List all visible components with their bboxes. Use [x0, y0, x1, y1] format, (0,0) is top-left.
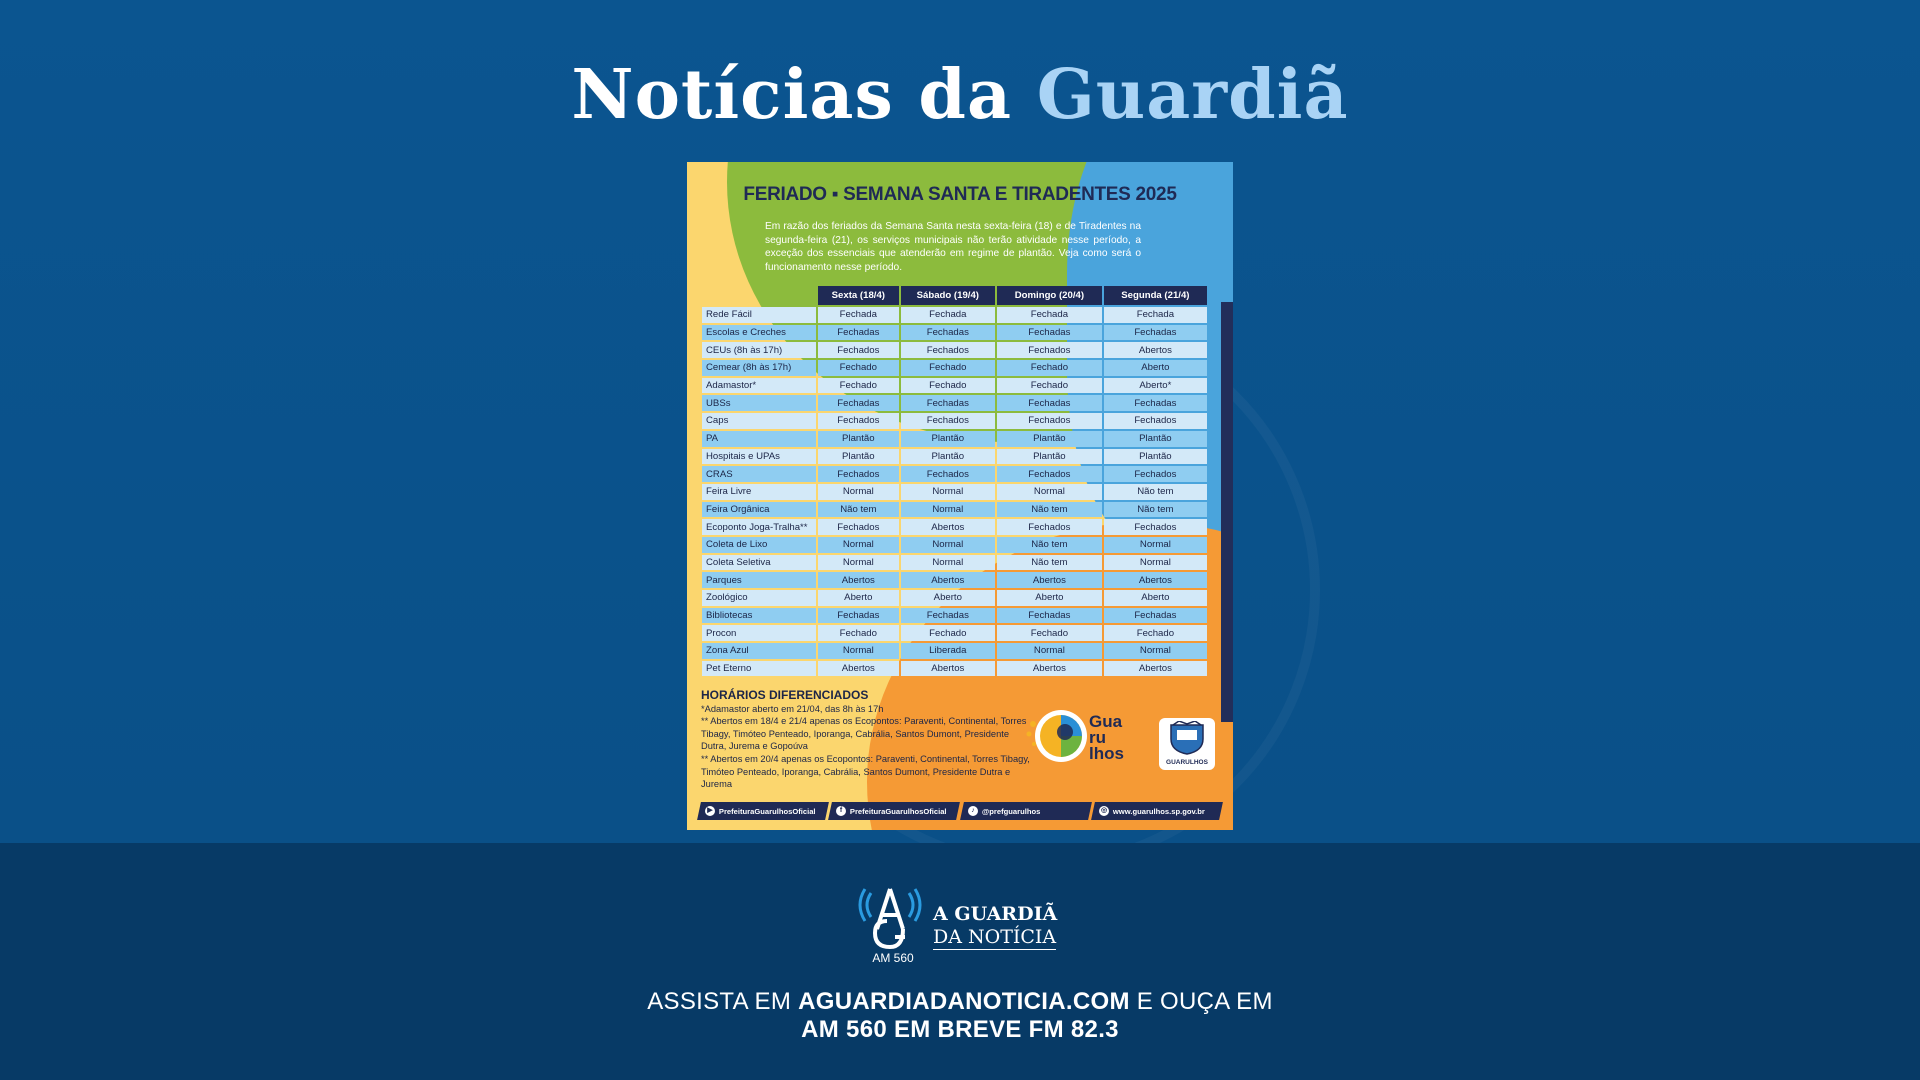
status-cell: Fechados: [1104, 519, 1207, 535]
status-cell: Aberto: [1104, 590, 1207, 606]
radio-antenna-icon: [857, 883, 923, 955]
service-name-cell: Coleta Seletiva: [702, 555, 816, 571]
column-header: Segunda (21/4): [1104, 286, 1207, 305]
status-cell: Abertos: [901, 519, 995, 535]
notes-title: HORÁRIOS DIFERENCIADOS: [701, 688, 869, 702]
guarulhos-logo-text: [1089, 714, 1124, 762]
status-cell: Plantão: [901, 431, 995, 447]
service-name-cell: Feira Livre: [702, 484, 816, 500]
status-cell: Plantão: [997, 449, 1102, 465]
status-cell: Abertos: [818, 572, 899, 588]
status-cell: Fechado: [997, 378, 1102, 394]
status-cell: Abertos: [997, 661, 1102, 677]
table-row: [702, 661, 1207, 677]
table-row: [702, 502, 1207, 518]
status-cell: Abertos: [818, 661, 899, 677]
status-cell: Fechadas: [901, 395, 995, 411]
table-row: [702, 466, 1207, 482]
service-name-cell: Caps: [702, 413, 816, 429]
status-cell: Fechados: [901, 466, 995, 482]
brand-line1: A GUARDIÃ: [933, 903, 1058, 925]
status-cell: Plantão: [901, 449, 995, 465]
column-header: Domingo (20/4): [997, 286, 1102, 305]
status-cell: Fechado: [997, 625, 1102, 641]
status-cell: Fechada: [997, 307, 1102, 323]
status-cell: Abertos: [1104, 572, 1207, 588]
status-cell: Aberto: [901, 590, 995, 606]
status-cell: Liberada: [901, 643, 995, 659]
masthead-part1: Notícias da: [571, 55, 1037, 135]
table-row: [702, 431, 1207, 447]
status-cell: Fechados: [818, 342, 899, 358]
service-name-cell: PA: [702, 431, 816, 447]
poster-intro: Em razão dos feriados da Semana Santa nesta sexta-feira (18) e de Tiradentes na segunda-feira (21), os serviços municipais não terão atividade nesse período, a exceção dos essenciais que atenderão em regime de plantão. Veja como será o funcionamento nesse período.: [765, 221, 1141, 273]
masthead-title: [0, 55, 1920, 135]
service-name-cell: Zona Azul: [702, 643, 816, 659]
brand-name: [933, 903, 1057, 950]
status-cell: Abertos: [1104, 342, 1207, 358]
status-cell: Plantão: [997, 431, 1102, 447]
crest-label: GUARULHOS: [1166, 759, 1208, 766]
header-corner: [702, 286, 816, 305]
globe-icon: ◎: [1100, 807, 1107, 814]
status-cell: Fechados: [818, 519, 899, 535]
poster-notes: [701, 689, 1031, 791]
status-cell: Normal: [818, 537, 899, 553]
status-cell: Abertos: [1104, 661, 1207, 677]
brand-logo: [857, 883, 1067, 969]
table-row: [702, 537, 1207, 553]
table-row: [702, 608, 1207, 624]
status-cell: Não tem: [997, 537, 1102, 553]
status-cell: Normal: [901, 484, 995, 500]
status-cell: Fechados: [997, 519, 1102, 535]
status-cell: Não tem: [1104, 484, 1207, 500]
status-cell: Normal: [1104, 643, 1207, 659]
note-line: ** Abertos em 18/4 e 21/4 apenas os Ecopontos: Paraventi, Continental, Torres Tibagy, Timóteo Penteado, Iporanga, Cabrália, Santos Dumont, Presidente Dutra, Jurema e Gopoúva: [701, 716, 1027, 752]
crest-icon: [1167, 721, 1207, 755]
holiday-poster: [687, 162, 1233, 830]
table-row: [702, 449, 1207, 465]
status-cell: Não tem: [1104, 502, 1207, 518]
service-name-cell: Pet Eterno: [702, 661, 816, 677]
status-cell: Fechado: [818, 625, 899, 641]
social-label: PrefeituraGuarulhosOficial: [719, 806, 816, 816]
table-row: [702, 555, 1207, 571]
social-tiktok: [960, 802, 1092, 820]
status-cell: Aberto: [997, 590, 1102, 606]
service-name-cell: Rede Fácil: [702, 307, 816, 323]
status-cell: Fechadas: [901, 608, 995, 624]
status-cell: Plantão: [818, 449, 899, 465]
status-cell: Abertos: [901, 661, 995, 677]
cta-site-link[interactable]: AGUARDIADANOTICIA.COM: [798, 988, 1130, 1015]
service-name-cell: Bibliotecas: [702, 608, 816, 624]
status-cell: Não tem: [818, 502, 899, 518]
status-cell: Fechadas: [1104, 395, 1207, 411]
status-cell: Plantão: [1104, 449, 1207, 465]
table-row: [702, 413, 1207, 429]
service-name-cell: Escolas e Creches: [702, 325, 816, 341]
social-website: [1091, 802, 1223, 820]
cta-stations: AM 560 EM BREVE FM 82.3: [801, 1016, 1119, 1043]
service-name-cell: CEUs (8h às 17h): [702, 342, 816, 358]
status-cell: Fechados: [1104, 413, 1207, 429]
status-cell: Fechada: [901, 307, 995, 323]
logo-line: Gua: [1089, 712, 1123, 731]
status-cell: Fechado: [997, 360, 1102, 376]
status-cell: Fechada: [1104, 307, 1207, 323]
status-cell: Fechadas: [997, 608, 1102, 624]
column-header: Sexta (18/4): [818, 286, 899, 305]
poster-social-bar: [699, 802, 1221, 820]
status-cell: Abertos: [997, 572, 1102, 588]
table-row: [702, 342, 1207, 358]
status-cell: Normal: [901, 555, 995, 571]
status-cell: Aberto: [818, 590, 899, 606]
status-cell: Fechados: [901, 413, 995, 429]
schedule-body: [702, 307, 1207, 676]
service-name-cell: Procon: [702, 625, 816, 641]
status-cell: Aberto: [1104, 360, 1207, 376]
status-cell: Fechados: [818, 466, 899, 482]
status-cell: Fechados: [901, 342, 995, 358]
youtube-icon: ▶: [705, 806, 715, 816]
call-to-action: [0, 988, 1920, 1044]
guarulhos-logo-mark: [1025, 702, 1091, 772]
service-name-cell: Feira Orgânica: [702, 502, 816, 518]
status-cell: Fechadas: [901, 325, 995, 341]
status-cell: Não tem: [997, 555, 1102, 571]
status-cell: Fechado: [1104, 625, 1207, 641]
status-cell: Normal: [818, 555, 899, 571]
social-facebook: [828, 802, 960, 820]
status-cell: Fechado: [901, 625, 995, 641]
table-row: [702, 625, 1207, 641]
status-cell: Fechado: [901, 378, 995, 394]
table-row: [702, 572, 1207, 588]
table-row: [702, 484, 1207, 500]
table-row: [702, 643, 1207, 659]
note-line: *Adamastor aberto em 21/04, das 8h às 17h: [701, 703, 884, 714]
masthead-part2: Guardiã: [1036, 55, 1349, 135]
service-name-cell: Parques: [702, 572, 816, 588]
logo-line: ru: [1089, 728, 1106, 747]
status-cell: Fechadas: [1104, 325, 1207, 341]
status-cell: Normal: [1104, 537, 1207, 553]
status-cell: Fechadas: [818, 325, 899, 341]
table-row: [702, 307, 1207, 323]
status-cell: Fechadas: [818, 608, 899, 624]
status-cell: Fechados: [1104, 466, 1207, 482]
schedule-table: [700, 284, 1209, 678]
poster-title: FERIADO ▪ SEMANA SANTA E TIRADENTES 2025: [743, 184, 1177, 205]
status-cell: Fechados: [997, 342, 1102, 358]
guarulhos-logo: [1025, 702, 1135, 778]
status-cell: Fechados: [997, 413, 1102, 429]
cta-line1: [0, 988, 1920, 1016]
service-name-cell: UBSs: [702, 395, 816, 411]
table-row: [702, 325, 1207, 341]
status-cell: Normal: [901, 502, 995, 518]
status-cell: Fechados: [997, 466, 1102, 482]
table-row: [702, 590, 1207, 606]
cta-middle: E OUÇA EM: [1129, 988, 1273, 1015]
status-cell: Normal: [818, 643, 899, 659]
service-name-cell: CRAS: [702, 466, 816, 482]
status-cell: Fechado: [818, 360, 899, 376]
status-cell: Normal: [997, 643, 1102, 659]
note-line: ** Abertos em 20/4 apenas os Ecopontos: Paraventi, Continental, Torres Tibagy, Timóteo Penteado, Iporanga, Cabrália, Santos Dumont, Presidente Dutra e Jurema: [701, 753, 1030, 790]
status-cell: Fechado: [818, 378, 899, 394]
status-cell: Plantão: [1104, 431, 1207, 447]
schedule-header-row: [702, 286, 1207, 305]
status-cell: Fechado: [901, 360, 995, 376]
status-cell: Fechadas: [818, 395, 899, 411]
status-cell: Fechadas: [997, 395, 1102, 411]
table-row: [702, 519, 1207, 535]
table-row: [702, 360, 1207, 376]
brand-am-label: AM 560: [872, 951, 914, 965]
table-row: [702, 378, 1207, 394]
column-header: Sábado (19/4): [901, 286, 995, 305]
service-name-cell: Hospitais e UPAs: [702, 449, 816, 465]
social-label: PrefeituraGuarulhosOficial: [850, 806, 947, 816]
social-label: @prefguarulhos: [981, 806, 1040, 816]
service-name-cell: Cemear (8h às 17h): [702, 360, 816, 376]
logo-line: lhos: [1089, 744, 1124, 763]
status-cell: Fechados: [818, 413, 899, 429]
status-cell: Fechadas: [997, 325, 1102, 341]
social-label: www.guarulhos.sp.gov.br: [1112, 806, 1205, 816]
table-row: [702, 395, 1207, 411]
status-cell: Não tem: [997, 502, 1102, 518]
service-name-cell: Zoológico: [702, 590, 816, 606]
cta-prefix: ASSISTA EM: [647, 988, 799, 1015]
status-cell: Abertos: [901, 572, 995, 588]
status-cell: Normal: [818, 484, 899, 500]
brand-line2: DA NOTÍCIA: [933, 926, 1057, 948]
social-youtube: [697, 802, 829, 820]
poster-side-bar: [1221, 302, 1233, 722]
status-cell: Normal: [997, 484, 1102, 500]
status-cell: Plantão: [818, 431, 899, 447]
facebook-icon: f: [836, 806, 846, 816]
status-cell: Fechada: [818, 307, 899, 323]
status-cell: Normal: [901, 537, 995, 553]
tiktok-icon: ♪: [968, 806, 978, 816]
service-name-cell: Coleta de Lixo: [702, 537, 816, 553]
cta-line2: [0, 1016, 1920, 1044]
status-cell: Aberto*: [1104, 378, 1207, 394]
service-name-cell: Ecoponto Joga-Tralha**: [702, 519, 816, 535]
service-name-cell: Adamastor*: [702, 378, 816, 394]
status-cell: Fechadas: [1104, 608, 1207, 624]
status-cell: Normal: [1104, 555, 1207, 571]
city-crest: [1159, 718, 1215, 770]
